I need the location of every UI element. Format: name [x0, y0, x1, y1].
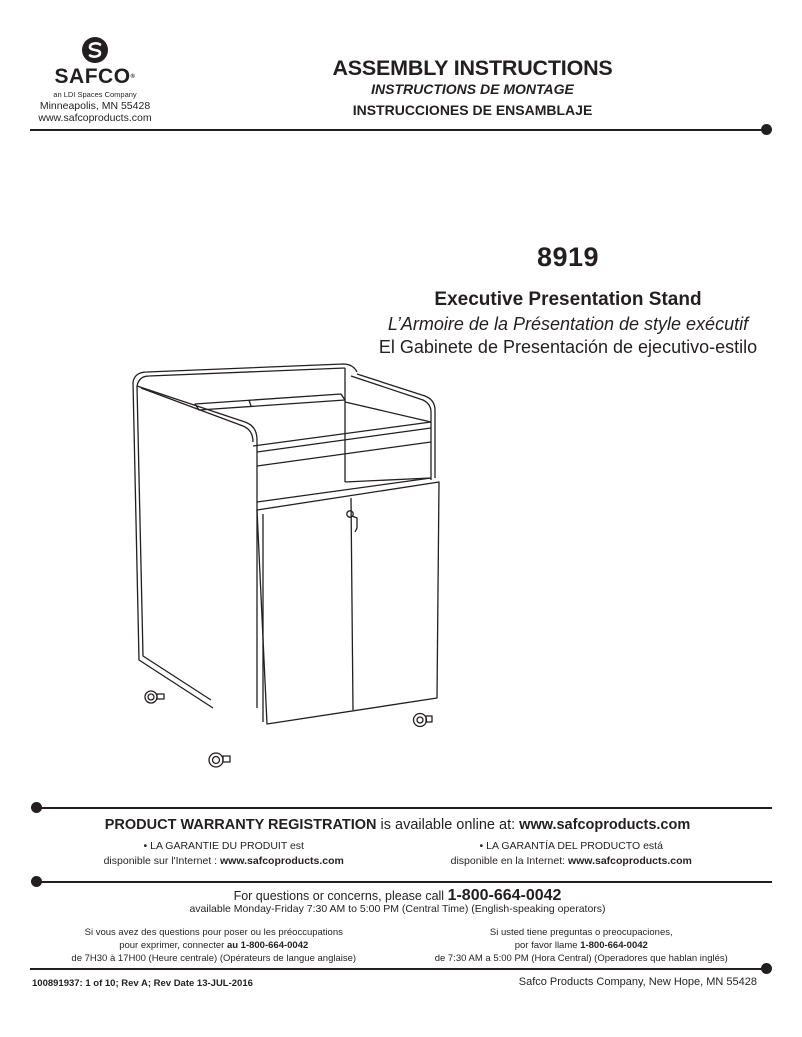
divider-end-dot [761, 963, 772, 974]
contact-hours: available Monday-Friday 7:30 AM to 5:00 PM (Central Time) (English-speaking operators) [189, 903, 606, 915]
product-name-english: Executive Presentation Stand [434, 289, 702, 310]
brand-name: SAFCO® [54, 65, 136, 88]
document-title [300, 56, 645, 120]
divider-start-dot [31, 802, 42, 813]
header-divider [30, 129, 765, 131]
safco-s-mark-icon [81, 36, 109, 64]
product-name-french: L’Armoire de la Présentation de style exécutif [387, 314, 749, 334]
footer-divider [30, 968, 765, 970]
warranty-bottom-divider [37, 881, 772, 883]
warranty-french-url-link[interactable]: www.safcoproducts.com [220, 855, 344, 867]
product-name-spanish: El Gabinete de Presentación de ejecutivo-estilo [378, 337, 758, 357]
warranty-spanish: • LA GARANTÍA DEL PRODUCTO está disponible en la Internet: www.safcoproducts.com [450, 840, 692, 867]
company-address: Safco Products Company, New Hope, MN 55428 [518, 976, 757, 988]
warranty-url-link[interactable]: www.safcoproducts.com [519, 817, 691, 833]
warranty-top-divider [37, 807, 772, 809]
divider-end-dot [761, 124, 772, 135]
title-english: ASSEMBLY INSTRUCTIONS [332, 56, 613, 80]
warranty-spanish-url-link[interactable]: www.safcoproducts.com [567, 855, 692, 867]
brand-tagline: an LDI Spaces Company [53, 90, 137, 99]
phone-number: 1-800-664-0042 [447, 887, 562, 904]
warranty-french: • LA GARANTIE DU PRODUIT est disponible sur l'Internet : www.safcoproducts.com [103, 840, 344, 867]
warranty-heading: PRODUCT WARRANTY REGISTRATION is available online at: www.safcoproducts.com [104, 817, 691, 833]
contact-french: Si vous avez des questions pour poser ou les préoccupations pour exprimer, connecter au 1-800-664-0042 de 7H30 à 17H00 (Heure centrale) (Opérateurs de langue anglaise) [71, 927, 357, 964]
title-spanish: INSTRUCCIONES DE ENSAMBLAJE [352, 102, 593, 118]
contact-info [30, 889, 765, 965]
title-french: INSTRUCTIONS DE MONTAGE [371, 81, 574, 97]
product-titles [370, 287, 766, 359]
contact-spanish: Si usted tiene preguntas o preocupaciones, por favor llame 1-800-664-0042 de 7:30 AM a 5:00 PM (Hora Central) (Operadores que hablan inglés) [434, 927, 728, 964]
divider-start-dot [31, 876, 42, 887]
model-number: 8919 [536, 242, 600, 272]
document-revision-info: 100891937: 1 of 10; Rev A; Rev Date 13-JUL-2016 [32, 978, 253, 989]
warranty-registration [30, 815, 765, 869]
safco-logo [30, 36, 160, 124]
contact-heading: For questions or concerns, please call 1-800-664-0042 [233, 887, 562, 904]
brand-city: Minneapolis, MN 55428 [39, 100, 151, 112]
cabinet-illustration [125, 362, 445, 782]
brand-website: www.safcoproducts.com [38, 112, 152, 124]
